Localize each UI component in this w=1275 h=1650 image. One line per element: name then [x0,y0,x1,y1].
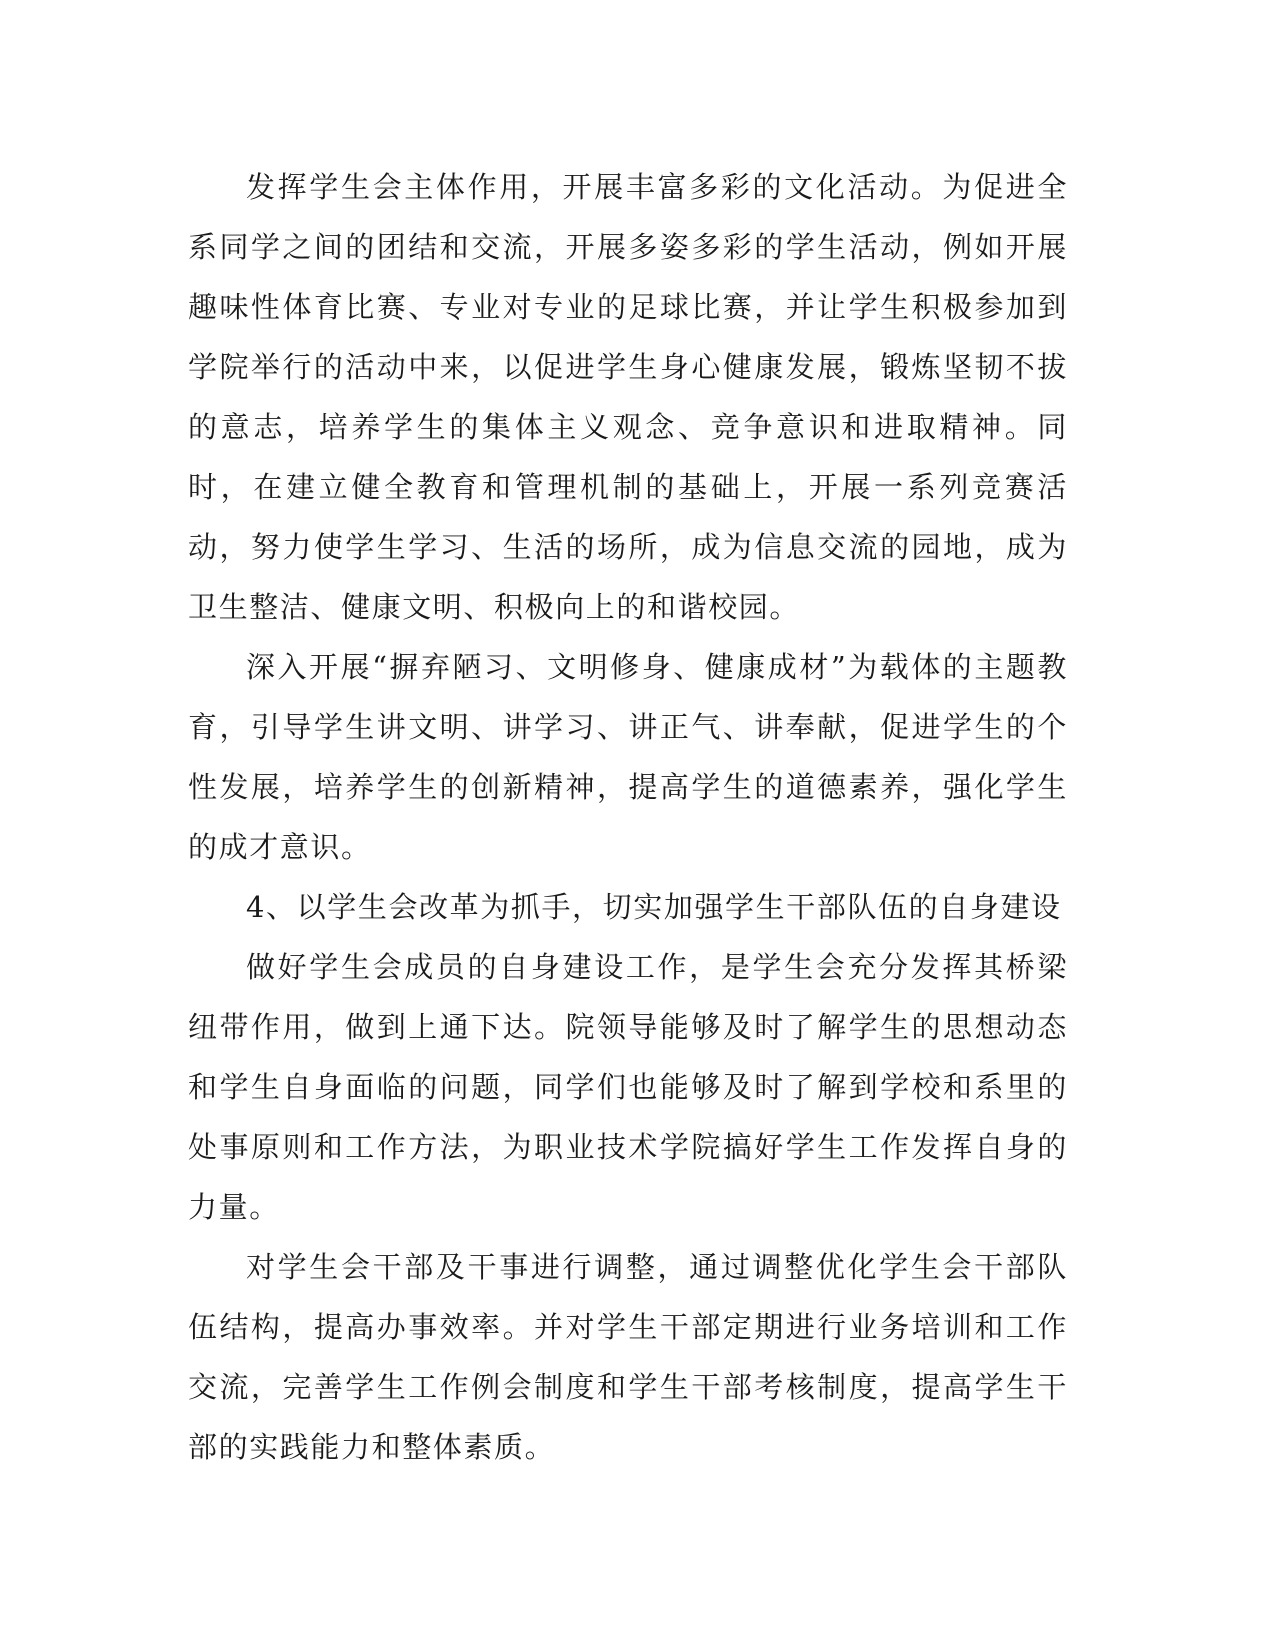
section-heading-4: 4、以学生会改革为抓手，切实加强学生干部队伍的自身建设 [246,890,1062,924]
paragraph-self-building: 做好学生会成员的自身建设工作，是学生会充分发挥其桥梁纽带作用，做到上通下达。院领导能够及时了解学生的思想动态和学生自身面临的问题，同学们也能够及时了解到学校和系里的处事原则和工作方法，为职业技术学院搞好学生工作发挥自身的力量。 [188,950,1068,1224]
paragraph-cultural-activities: 发挥学生会主体作用，开展丰富多彩的文化活动。为促进全系同学之间的团结和交流，开展多姿多彩的学生活动，例如开展趣味性体育比赛、专业对专业的足球比赛，并让学生积极参加到学院举行的活动中来，以促进学生身心健康发展，锻炼坚韧不拔的意志，培养学生的集体主义观念、竞争意识和进取精神。同时，在建立健全教育和管理机制的基础上，开展一系列竞赛活动，努力使学生学习、生活的场所，成为信息交流的园地，成为卫生整洁、健康文明、积极向上的和谐校园。 [188,170,1068,624]
document-body [188,157,1068,1477]
paragraph-cadre-adjustment: 对学生会干部及干事进行调整，通过调整优化学生会干部队伍结构，提高办事效率。并对学生干部定期进行业务培训和工作交流，完善学生工作例会制度和学生干部考核制度，提高学生干部的实践能力和整体素质。 [188,1250,1068,1464]
paragraph-theme-education: 深入开展“摒弃陋习、文明修身、健康成材”为载体的主题教育，引导学生讲文明、讲学习、讲正气、讲奉献，促进学生的个性发展，培养学生的创新精神，提高学生的道德素养，强化学生的成才意识。 [188,650,1068,864]
